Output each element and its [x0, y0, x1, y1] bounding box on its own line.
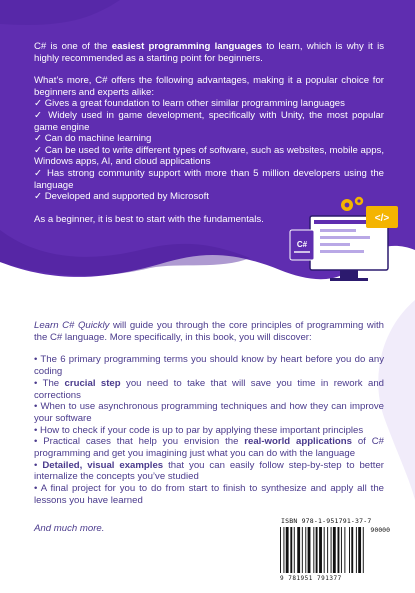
advantages-lead: What’s more, C# offers the following advantages, making it a popular choice for beginners and experts alike:	[34, 75, 384, 98]
bullet-item: • The crucial step you need to take that will save you time in rework and corrections	[34, 377, 384, 401]
advantage-item: ✓ Can be used to write different types of software, such as websites, mobile apps, Windows apps, AI, and cloud applications	[34, 144, 384, 168]
advantage-item: ✓ Can do machine learning	[34, 133, 152, 145]
bottom-description	[34, 320, 384, 507]
price-code: 90000	[370, 526, 390, 534]
bullet-item: • How to check if your code is up to par by applying these important principles	[34, 424, 364, 436]
coding-illustration	[280, 196, 414, 288]
bullet-item: • Detailed, visual examples that you can easily follow step-by-step to better internalize the concepts you’ve studied	[34, 459, 385, 483]
intro-paragraph: C# is one of the easiest programming languages to learn, which is why it is highly recommended as a starting point for beginners.	[34, 41, 384, 64]
advantage-item: ✓ Gives a great foundation to learn other similar programming languages	[34, 98, 345, 110]
advantage-item: ✓ Widely used in game development, specifically with Unity, the most popular game engine	[34, 109, 384, 133]
bullet-item: • When to use asynchronous programming techniques and how they can improve your software	[34, 401, 384, 424]
code-tag-label: </>	[374, 213, 390, 224]
gear-icon	[341, 197, 363, 211]
advantage-item: ✓ Developed and supported by Microsoft	[34, 191, 209, 203]
outro-text: And much more.	[34, 523, 105, 534]
csharp-doc-label: C#	[296, 240, 308, 249]
advantage-item: ✓ Has strong community support with more than 5 million developers using the language	[34, 167, 384, 191]
barcode-digits: 9 781951 791377	[280, 575, 342, 582]
beginner-note: As a beginner, it is best to start with the fundamentals.	[34, 213, 264, 225]
isbn-barcode	[276, 515, 394, 586]
bullet-item: • A final project for you to do from start to finish to synthesize and apply all the lessons you have learned	[34, 483, 384, 506]
bullet-item: • Practical cases that help you envision the real-world applications of C# programming and get you imagining just what you can do with the language	[34, 436, 384, 460]
isbn-label: ISBN 978-1-951791-37-7	[281, 517, 372, 525]
barcode-bars	[280, 527, 390, 575]
lead-paragraph: Learn C# Quickly will guide you through the core principles of programming with the C# language. More specifically, in this book, you will discover:	[34, 320, 384, 343]
bullet-item: • The 6 primary programming terms you should know by heart before you do any coding	[34, 354, 384, 378]
